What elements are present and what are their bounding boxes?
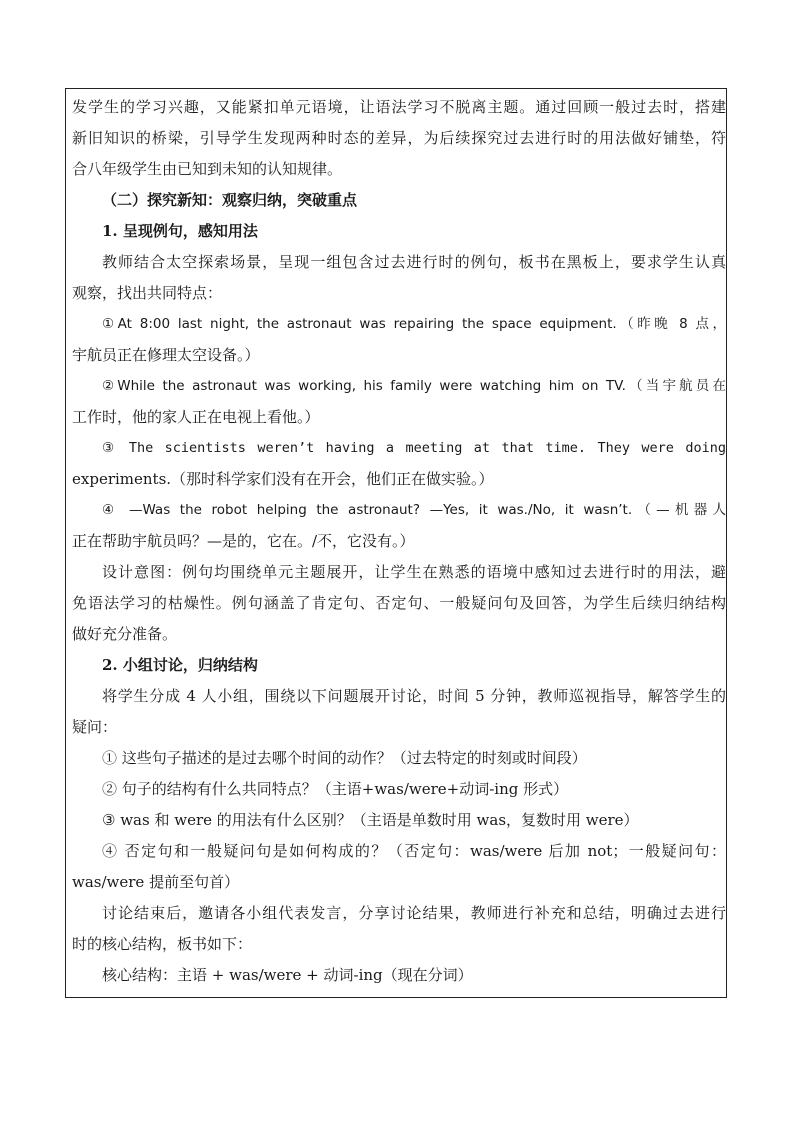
design-intent-line: 设计意图：例句均围绕单元主题展开，让学生在熟悉的语境中感知过去进行时的用法，避 xyxy=(102,563,726,581)
paragraph-line: 合八年级学生由已知到未知的认知规律。 xyxy=(72,160,343,178)
discussion-question: was/were 提前至句首） xyxy=(72,873,240,891)
paragraph-line: 时的核心结构，板书如下： xyxy=(72,935,253,953)
example-sentence: ②While the astronaut was working, his family were watching him on TV.（当宇航员在 xyxy=(102,378,726,394)
example-translation: 正在帮助宇航员吗？—是的，它在。/不，它没有。） xyxy=(72,532,415,550)
paragraph-line: 疑问： xyxy=(72,718,118,736)
discussion-question: ① 这些句子描述的是过去哪个时间的动作？（过去特定的时刻或时间段） xyxy=(102,749,587,767)
discussion-question: ② 句子的结构有什么共同特点？（主语+was/were+动词-ing 形式） xyxy=(102,780,569,798)
example-translation: experiments.（那时科学家们没有在开会，他们正在做实验。） xyxy=(72,470,494,488)
discussion-question: ④ 否定句和一般疑问句是如何构成的？（否定句：was/were 后加 not；一般疑问句： xyxy=(102,842,726,860)
example-translation: 工作时，他的家人正在电视上看他。） xyxy=(72,408,320,426)
design-intent-line: 做好充分准备。 xyxy=(72,625,178,643)
section-heading: （二）探究新知：观察归纳，突破重点 xyxy=(102,191,358,209)
example-translation: 宇航员正在修理太空设备。） xyxy=(72,346,260,364)
paragraph-line: 讨论结束后，邀请各小组代表发言，分享讨论结果，教师进行补充和总结，明确过去进行 xyxy=(102,904,726,922)
subsection-heading: 1. 呈现例句，感知用法 xyxy=(102,222,258,240)
discussion-question: ③ was 和 were 的用法有什么区别？（主语是单数时用 was，复数时用 were） xyxy=(102,811,639,829)
paragraph-line: 将学生分成 4 人小组，围绕以下问题展开讨论，时间 5 分钟，教师巡视指导，解答学生的 xyxy=(102,687,726,705)
example-sentence: ④ —Was the robot helping the astronaut? —Yes, it was./No, it wasn’t.（—机器人 xyxy=(102,502,726,518)
example-sentence: ①At 8:00 last night, the astronaut was repairing the space equipment.（昨晚 8 点， xyxy=(102,316,726,332)
design-intent-line: 免语法学习的枯燥性。例句涵盖了肯定句、否定句、一般疑问句及回答，为学生后续归纳结构 xyxy=(72,594,726,612)
lesson-plan-text xyxy=(72,92,726,991)
paragraph-line: 观察，找出共同特点： xyxy=(72,284,223,302)
core-structure: 核心结构：主语 + was/were + 动词-ing（现在分词） xyxy=(102,966,473,984)
paragraph-line: 发学生的学习兴趣，又能紧扣单元语境，让语法学习不脱离主题。通过回顾一般过去时，搭建 xyxy=(72,98,726,116)
subsection-heading: 2. 小组讨论，归纳结构 xyxy=(102,656,258,674)
paragraph-line: 新旧知识的桥梁，引导学生发现两种时态的差异，为后续探究过去进行时的用法做好铺垫，符 xyxy=(72,129,726,147)
paragraph-line: 教师结合太空探索场景，呈现一组包含过去进行时的例句，板书在黑板上，要求学生认真 xyxy=(102,253,726,271)
example-sentence: ③ The scientists weren’t having a meeting at that time. They were doing xyxy=(102,440,726,456)
